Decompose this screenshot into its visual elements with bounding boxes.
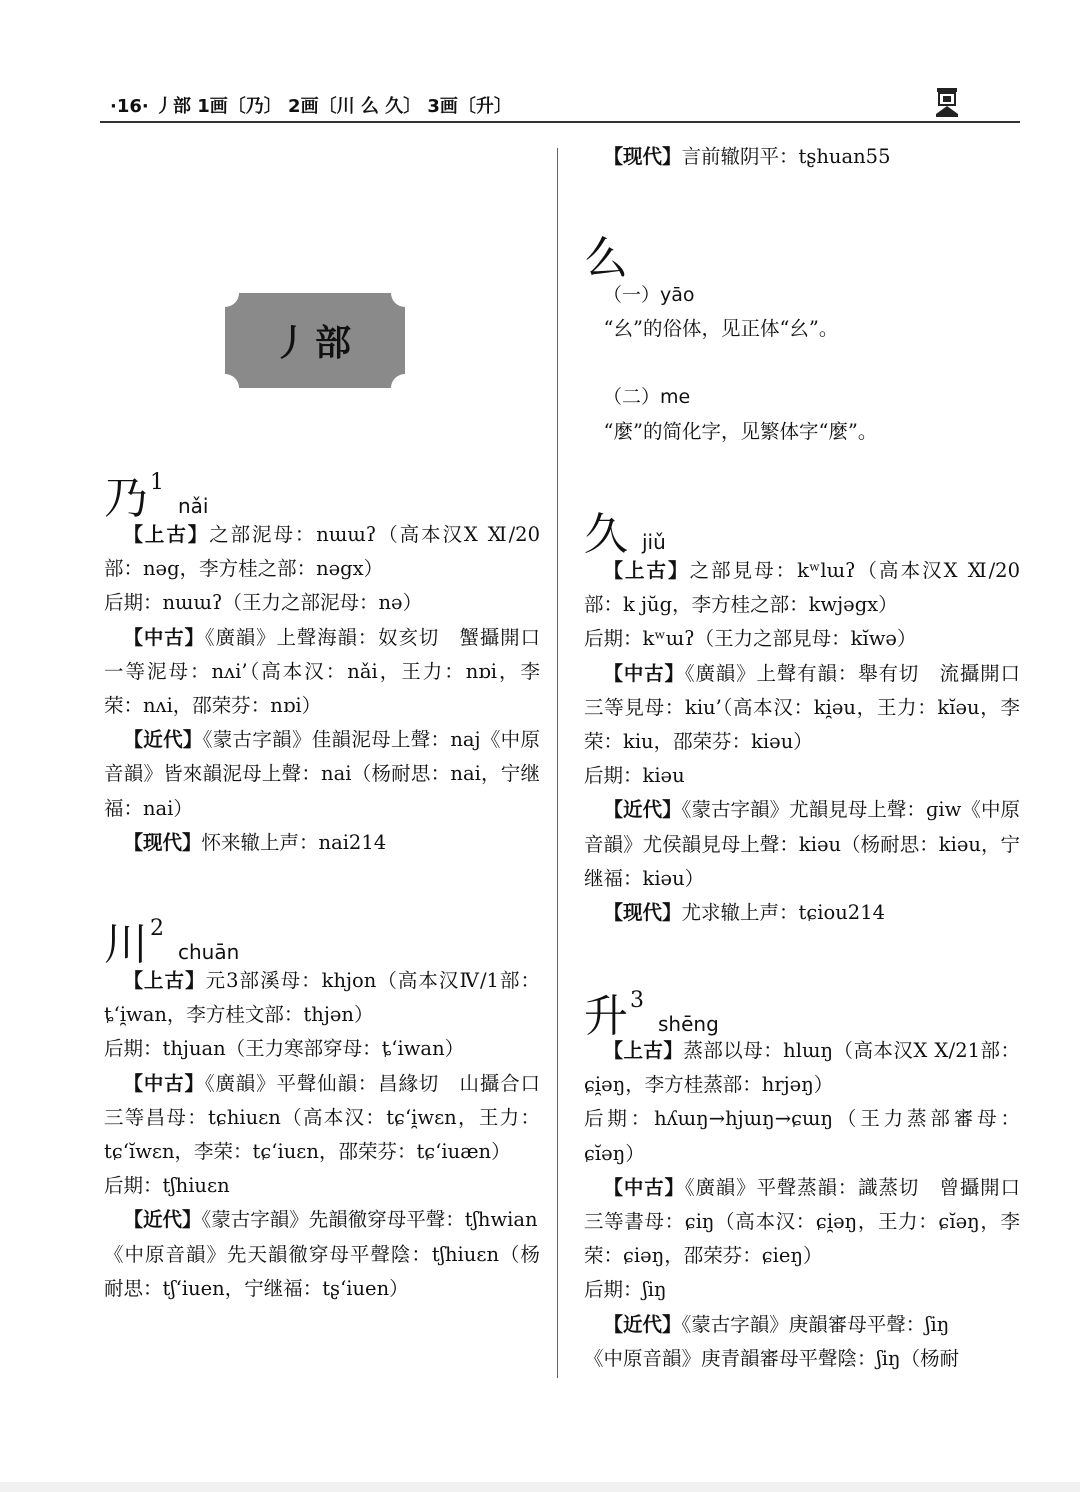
period-tag: 【近代】 bbox=[123, 1208, 202, 1232]
entry-line: 后期：hʎɯŋ→hjɯŋ→ɕɯŋ（王力蒸部審母：ɕĭəŋ） bbox=[584, 1107, 1020, 1165]
entry-line: 后期：kiəu bbox=[584, 764, 685, 788]
entry-line: 后期：tʃhiuɛn bbox=[104, 1174, 230, 1198]
period-tag: 【中古】 bbox=[603, 1175, 685, 1199]
entry-char: 么 bbox=[584, 233, 628, 284]
header-rule bbox=[100, 121, 1020, 123]
entry-line: 【中古】《廣韻》上聲有韻：舉有切 流攝開口三等見母：kiu’（高本汉：ki̯əu，王力：kĭəu，李荣：kiu，邵荣芬：kiəu） bbox=[584, 661, 1020, 754]
entry-line: 【中古】《廣韻》平聲蒸韻：識蒸切 曾攝開口三等書母：ɕiŋ（高本汉：ɕi̯əŋ，王力：ɕĭəŋ，李荣：ɕiəŋ，邵荣芬：ɕieŋ） bbox=[584, 1175, 1020, 1268]
entry-line: 【现代】怀来辙上声：nai214 bbox=[123, 830, 387, 854]
entry-body-sheng bbox=[584, 1034, 1020, 1376]
entry-line: 【现代】言前辙阴平：tʂhuan55 bbox=[603, 145, 891, 168]
entry-body-nai bbox=[104, 518, 540, 860]
entry-index: 3 bbox=[630, 988, 644, 1013]
entry-line: 【近代】《蒙古字韻》先韻徹穿母平聲：tʃhwian bbox=[123, 1208, 538, 1232]
entry-head-yao bbox=[584, 222, 628, 286]
entry-char: 川 bbox=[104, 919, 148, 970]
entry-line: 后期：kʷɯʔ（王力之部見母：kĭwə） bbox=[584, 627, 917, 651]
period-tag: 【上古】 bbox=[123, 523, 210, 546]
entry-body-jiu bbox=[584, 554, 1020, 930]
column-divider bbox=[557, 148, 558, 1378]
entry-char: 乃 bbox=[104, 473, 148, 524]
entry-head-nai bbox=[104, 462, 209, 526]
period-tag: 【中古】 bbox=[123, 1071, 205, 1095]
entry-pinyin: nǎi bbox=[178, 494, 209, 518]
entry-body-chuan bbox=[104, 964, 540, 1306]
entry-index: 1 bbox=[150, 470, 164, 495]
period-tag: 【近代】 bbox=[603, 1312, 682, 1336]
entry-line: 【近代】《蒙古字韻》尤韻見母上聲：ɡiw《中原音韻》尤侯韻見母上聲：kiəu（杨耐思：kiəu，宁继福：kiəu） bbox=[584, 798, 1020, 890]
entry-line: 【现代】尤求辙上声：tɕiou214 bbox=[603, 901, 886, 925]
period-tag: 【中古】 bbox=[603, 661, 685, 685]
entry-pinyin: jiǔ bbox=[642, 530, 666, 554]
radical-badge-label: 丿部 bbox=[272, 323, 357, 364]
running-header: ·16· 丿部 1画〔乃〕 2画〔川 么 久〕 3画〔升〕 bbox=[110, 96, 512, 117]
period-tag: 【上古】 bbox=[603, 1039, 684, 1062]
period-tag: 【上古】 bbox=[603, 559, 690, 582]
period-tag: 【中古】 bbox=[123, 625, 205, 649]
period-tag: 【近代】 bbox=[603, 798, 682, 822]
entry-line: 《中原音韻》庚青韻審母平聲陰：ʃiŋ（杨耐 bbox=[584, 1346, 960, 1370]
period-tag: 【现代】 bbox=[603, 145, 682, 168]
entry-line: 【中古】《廣韻》平聲仙韻：昌緣切 山攝合口三等昌母：tɕhiuɛn（高本汉：tɕ‘i̯wɛn，王力：tɕ‘ĭwɛn，李荣：tɕ‘iuɛn，邵荣芬：tɕ‘iuæn） bbox=[104, 1071, 540, 1164]
entry-pinyin: shēng bbox=[658, 1012, 719, 1036]
period-tag: 【现代】 bbox=[123, 830, 202, 854]
entry-line: “幺”的俗体，见正体“幺”。 bbox=[603, 317, 839, 341]
entry-line: 【中古】《廣韻》上聲海韻：奴亥切 蟹攝開口一等泥母：nʌi’（高本汉：nǎi，王力：nɒi，李荣：nʌi，邵荣芬：nɒi） bbox=[104, 625, 540, 718]
entry-pinyin: chuān bbox=[178, 940, 240, 964]
entry-line: 【上古】之部見母：kʷlɯʔ（高本汉Ⅹ Ⅺ/20部：k jŭg，李方桂之部：kwjəgx） bbox=[584, 559, 1020, 617]
entry-continued-chuan bbox=[584, 140, 1020, 174]
entry-index: 2 bbox=[150, 916, 164, 941]
entry-line: 后期：nɯɯʔ（王力之部泥母：nə） bbox=[104, 591, 423, 615]
publisher-logo-icon bbox=[934, 86, 960, 118]
entry-line: 【上古】蒸部以母：hlɯŋ（高本汉Ⅹ Ⅹ/21部：ɕi̯əŋ，李方桂蒸部：hrjəŋ） bbox=[584, 1039, 1020, 1097]
entry-line: 【上古】之部泥母：nɯɯʔ（高本汉Ⅹ Ⅺ/20部：nəg，李方桂之部：nəgx） bbox=[104, 523, 540, 581]
entry-head-jiu bbox=[584, 498, 666, 562]
period-tag: 【近代】 bbox=[123, 728, 203, 752]
entry-line: 《中原音韻》先天韻徹穿母平聲陰：tʃhiuɛn（杨耐思：tʃ‘iuen，宁继福：tʂ‘iuen） bbox=[104, 1242, 540, 1300]
entry-line: 【近代】《蒙古字韻》庚韻審母平聲：ʃiŋ bbox=[603, 1312, 950, 1336]
entry-body-yao bbox=[584, 278, 1020, 449]
sense-label: （二）me bbox=[603, 386, 691, 409]
period-tag: 【现代】 bbox=[603, 901, 682, 925]
entry-char: 久 bbox=[584, 509, 628, 560]
entry-char: 升 bbox=[584, 991, 628, 1042]
entry-line: 后期：ʃiŋ bbox=[584, 1278, 667, 1302]
entry-head-chuan bbox=[104, 908, 239, 972]
entry-line: 【上古】元3部溪母：khjon（高本汉Ⅳ/1部：ȶ‘i̯wan，李方桂文部：thjən） bbox=[104, 969, 540, 1027]
entry-line: 【近代】《蒙古字韻》佳韻泥母上聲：naj《中原音韻》皆來韻泥母上聲：nai（杨耐思：nai，宁继福：nai） bbox=[104, 728, 540, 820]
radical-badge bbox=[225, 293, 405, 388]
entry-line: “麼”的简化字，见繁体字“麼”。 bbox=[603, 419, 878, 443]
period-tag: 【上古】 bbox=[123, 969, 206, 992]
sense-label: （一）yāo bbox=[603, 284, 695, 306]
entry-line: 后期：thjuan（王力寒部穿母：ȶ‘iwan） bbox=[104, 1037, 465, 1061]
bottom-edge bbox=[0, 1482, 1080, 1492]
